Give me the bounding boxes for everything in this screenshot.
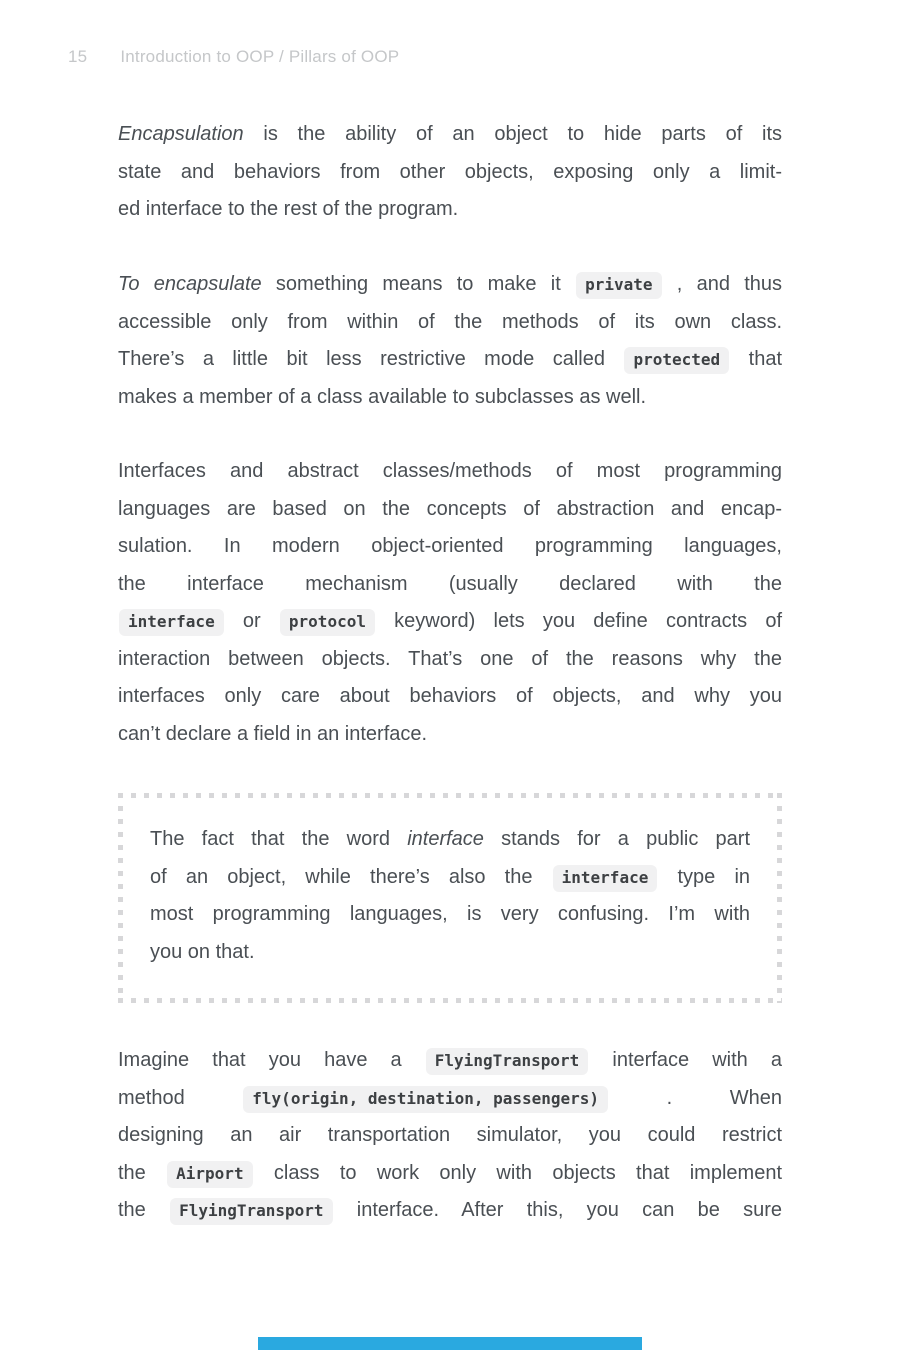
text-line xyxy=(150,934,750,972)
text-line xyxy=(118,528,782,566)
text-run: designing an air transportation simulator, you could restrict xyxy=(118,1124,782,1146)
text-line xyxy=(118,716,782,754)
code-chip: fly(origin, destination, passengers) xyxy=(243,1086,608,1113)
code-chip: protected xyxy=(624,347,729,374)
italic-term: Encapsulation xyxy=(118,123,244,145)
text-line xyxy=(118,191,782,229)
text-run: type in xyxy=(658,865,751,888)
text-line xyxy=(118,304,782,342)
text-run: is the ability of an object to hide parts of its xyxy=(243,123,782,145)
text-line xyxy=(118,154,782,192)
reading-progress-bar[interactable] xyxy=(258,1337,642,1350)
para-encapsulation-definition xyxy=(118,116,782,229)
text-run: Interfaces and abstract classes/methods of most programming xyxy=(118,460,782,482)
para-to-encapsulate xyxy=(118,266,782,416)
text-run: can’t declare a field in an interface. xyxy=(118,722,428,745)
text-run: the interface mechanism (usually declared with the xyxy=(118,572,782,595)
text-line xyxy=(118,641,782,679)
text-run: something means to make it xyxy=(261,273,576,295)
text-run: interaction between objects. That’s one of the reasons why the xyxy=(118,647,782,670)
text-run: There’s a little bit less restrictive mode called xyxy=(118,348,624,370)
text-run: interface with a xyxy=(589,1049,782,1071)
callout-box xyxy=(118,793,782,1003)
text-run: method xyxy=(118,1086,243,1109)
text-line xyxy=(118,603,782,641)
text-run: sulation. In modern object-oriented programming languages, xyxy=(118,535,782,557)
text-line xyxy=(150,859,750,897)
code-chip: protocol xyxy=(280,609,375,636)
text-run: keyword) lets you define contracts of xyxy=(375,610,783,632)
text-line xyxy=(118,116,782,154)
code-chip: FlyingTransport xyxy=(426,1048,589,1075)
text-line xyxy=(150,896,750,934)
text-run: the xyxy=(118,1161,167,1184)
text-run: class to work only with objects that implement xyxy=(253,1161,782,1184)
italic-term: interface xyxy=(407,828,484,850)
text-run: accessible only from within of the methods of its own class. xyxy=(118,310,782,333)
text-line xyxy=(118,453,782,491)
text-line xyxy=(118,379,782,417)
text-run: ed interface to the rest of the program. xyxy=(118,198,459,220)
text-run: . When xyxy=(609,1086,782,1109)
page-number: 15 xyxy=(68,47,88,66)
text-line xyxy=(118,1155,782,1193)
code-chip: FlyingTransport xyxy=(170,1198,333,1225)
text-line xyxy=(118,1042,782,1080)
callout-paragraph xyxy=(150,821,750,971)
text-line xyxy=(118,341,782,379)
code-chip: private xyxy=(576,272,661,299)
text-line xyxy=(118,266,782,304)
text-run: state and behaviors from other objects, exposing only a limit- xyxy=(118,160,782,183)
text-run: The fact that the word xyxy=(150,828,408,850)
text-run: that xyxy=(730,348,783,370)
text-line xyxy=(118,1080,782,1118)
text-run: the xyxy=(118,1199,170,1221)
text-run: or xyxy=(224,610,279,632)
breadcrumb: Introduction to OOP / Pillars of OOP xyxy=(120,47,400,66)
text-line xyxy=(118,566,782,604)
code-chip: interface xyxy=(553,865,658,892)
text-run: languages are based on the concepts of abstraction and encap- xyxy=(118,497,782,520)
text-run: interface. After this, you can be sure xyxy=(333,1199,783,1221)
text-run: makes a member of a class available to subclasses as well. xyxy=(118,385,647,408)
text-run: , and thus xyxy=(662,273,782,295)
text-line xyxy=(118,1117,782,1155)
text-line xyxy=(118,678,782,716)
para-interfaces-abstract xyxy=(118,453,782,753)
para-flying-transport xyxy=(118,1042,782,1230)
text-run: Imagine that you have a xyxy=(118,1049,425,1071)
italic-term: To encapsulate xyxy=(118,273,262,295)
text-run: interfaces only care about behaviors of objects, and why you xyxy=(118,685,782,707)
code-chip: interface xyxy=(119,609,224,636)
text-line xyxy=(118,1192,782,1230)
text-run: of an object, while there’s also the xyxy=(150,865,552,888)
text-line xyxy=(150,821,750,859)
code-chip: Airport xyxy=(167,1161,252,1188)
text-run: stands for a public part xyxy=(483,828,751,850)
text-line xyxy=(118,491,782,529)
running-header xyxy=(68,47,399,67)
text-run: you on that. xyxy=(150,940,255,963)
text-run: most programming languages, is very confusing. I’m with xyxy=(150,903,750,925)
